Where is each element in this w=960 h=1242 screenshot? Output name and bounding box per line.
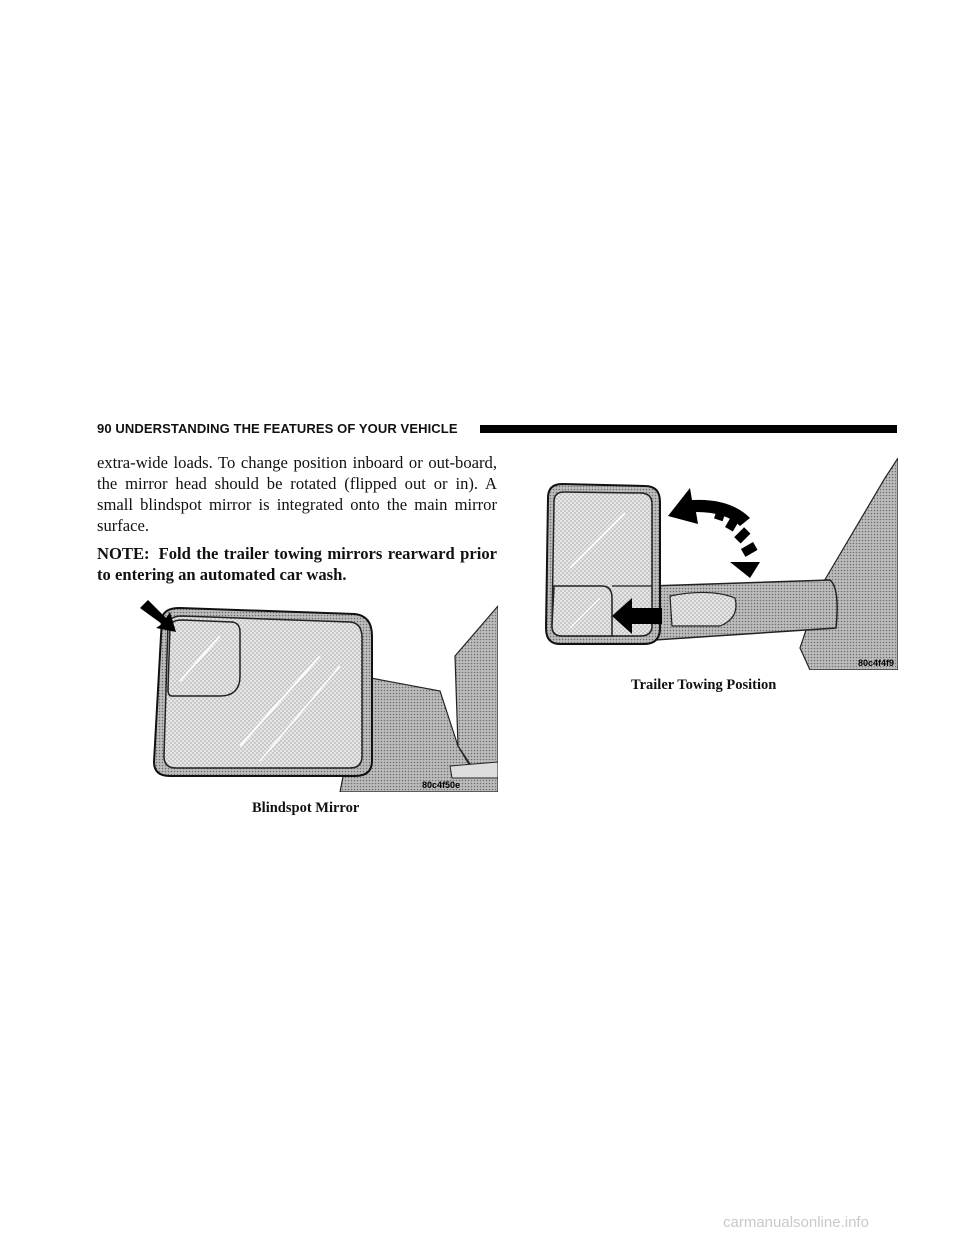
note-label: NOTE: — [97, 544, 150, 563]
figure-code: 80c4f4f9 — [858, 658, 895, 668]
page-header-title: 90 UNDERSTANDING THE FEATURES OF YOUR VEHICLE — [97, 421, 458, 436]
figure-code: 80c4f50e — [422, 780, 461, 790]
trailer-towing-caption: Trailer Towing Position — [631, 677, 777, 693]
trailer-towing-figure — [540, 458, 898, 670]
blindspot-mirror-illustration — [140, 596, 498, 792]
body-text — [97, 452, 497, 585]
header-rule — [480, 425, 897, 433]
watermark: carmanualsonline.info — [723, 1214, 869, 1231]
page-header — [97, 420, 897, 440]
blindspot-mirror-caption: Blindspot Mirror — [252, 800, 360, 816]
blindspot-mirror-figure — [140, 596, 498, 792]
note — [97, 543, 497, 585]
note-text: Fold the trailer towing mirrors rearward prior to entering an automated car wash. — [97, 544, 497, 584]
trailer-towing-illustration — [540, 458, 898, 670]
body-paragraph: extra-wide loads. To change position inboard or out-board, the mirror head should be rotated (flipped out or in). A small blindspot mirror is integrated onto the main mirror surface. — [97, 453, 497, 535]
